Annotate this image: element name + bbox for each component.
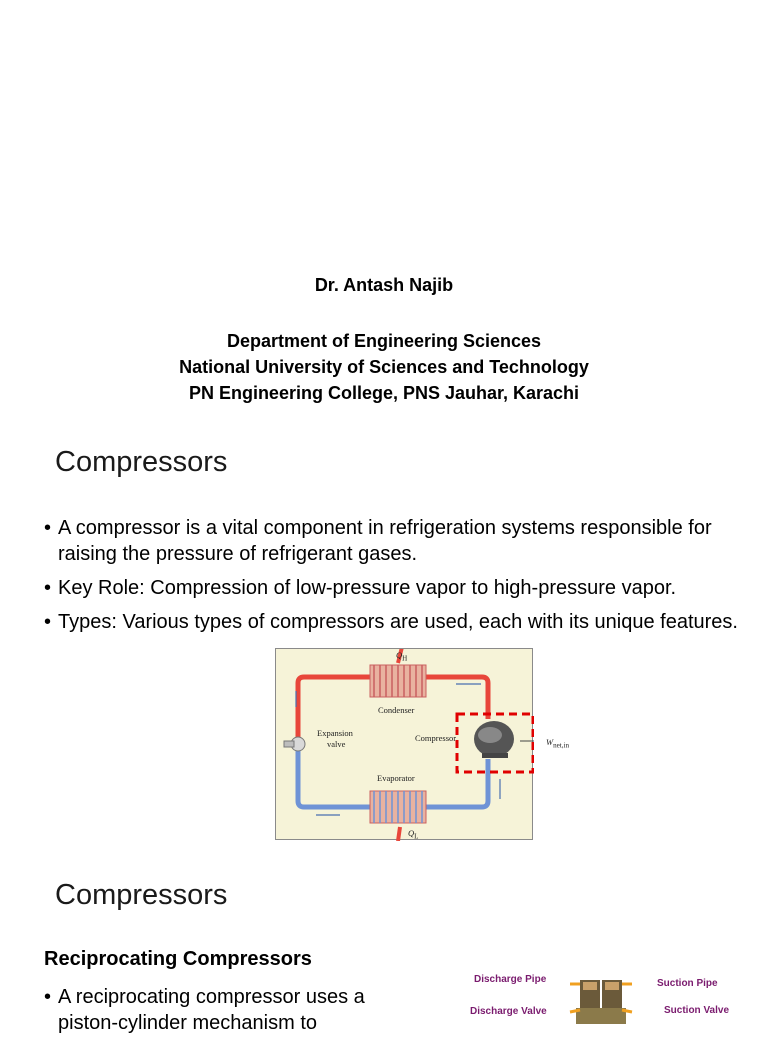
bullet-text: • A reciprocating compressor uses a — [58, 986, 365, 1008]
cycle-diagram — [276, 649, 534, 841]
refrigeration-cycle-figure — [275, 648, 570, 841]
slide2-title: Compressors — [55, 879, 228, 911]
bullet-text: • A compressor is a vital component in refrigeration systems responsible for — [58, 517, 712, 539]
slide1-title: Compressors — [55, 446, 228, 478]
condenser-label: Condenser — [378, 705, 415, 715]
bullet-item — [44, 515, 768, 567]
qh-label: $Q_H$ — [396, 650, 408, 663]
affiliation-college: PN Engineering College, PNS Jauhar, Karachi — [188, 383, 580, 403]
expansion-valve-icon — [284, 737, 305, 751]
affiliation-block — [0, 328, 768, 406]
author-name: Dr. Antash Najib — [314, 275, 454, 295]
bullet-text-continued: piston-cylinder mechanism to — [58, 1012, 317, 1034]
suction-valve-label: Suction Valve — [664, 1005, 730, 1016]
bullet-item — [44, 984, 424, 1036]
bullet-item — [44, 575, 768, 601]
slide2-bullet-list — [44, 984, 424, 1044]
discharge-pipe-label: Discharge Pipe — [474, 974, 547, 985]
work-label: $W_{net,in}$ — [546, 737, 570, 750]
ql-arrow — [398, 827, 400, 841]
evaporator-coil — [370, 791, 426, 823]
condenser-coil — [370, 665, 426, 697]
compressor-label: Compressor — [415, 733, 457, 743]
suction-pipe-label: Suction Pipe — [657, 978, 718, 989]
reciprocating-subheading: Reciprocating Compressors — [44, 948, 312, 970]
evaporator-label: Evaporator — [377, 773, 415, 783]
bullet-text: • Types: Various types of compressors are used, each with its unique features. — [58, 611, 738, 633]
bullet-text-continued: raising the pressure of refrigerant gases. — [58, 543, 418, 565]
expansion-valve-label: Expansion — [317, 728, 353, 738]
ql-label: $Q_L$ — [408, 828, 419, 841]
discharge-valve-label: Discharge Valve — [470, 1006, 547, 1017]
affiliation-department: Department of Engineering Sciences — [226, 331, 542, 351]
reciprocating-compressor-figure — [470, 968, 760, 1024]
compressor-icon — [474, 721, 514, 758]
affiliation-university: National University of Sciences and Technology — [179, 357, 589, 377]
bullet-text: • Key Role: Compression of low-pressure vapor to high-pressure vapor. — [58, 577, 677, 599]
bullet-item — [44, 609, 768, 635]
expansion-valve-label-2: valve — [327, 739, 346, 749]
slide1-bullet-list — [44, 515, 768, 643]
